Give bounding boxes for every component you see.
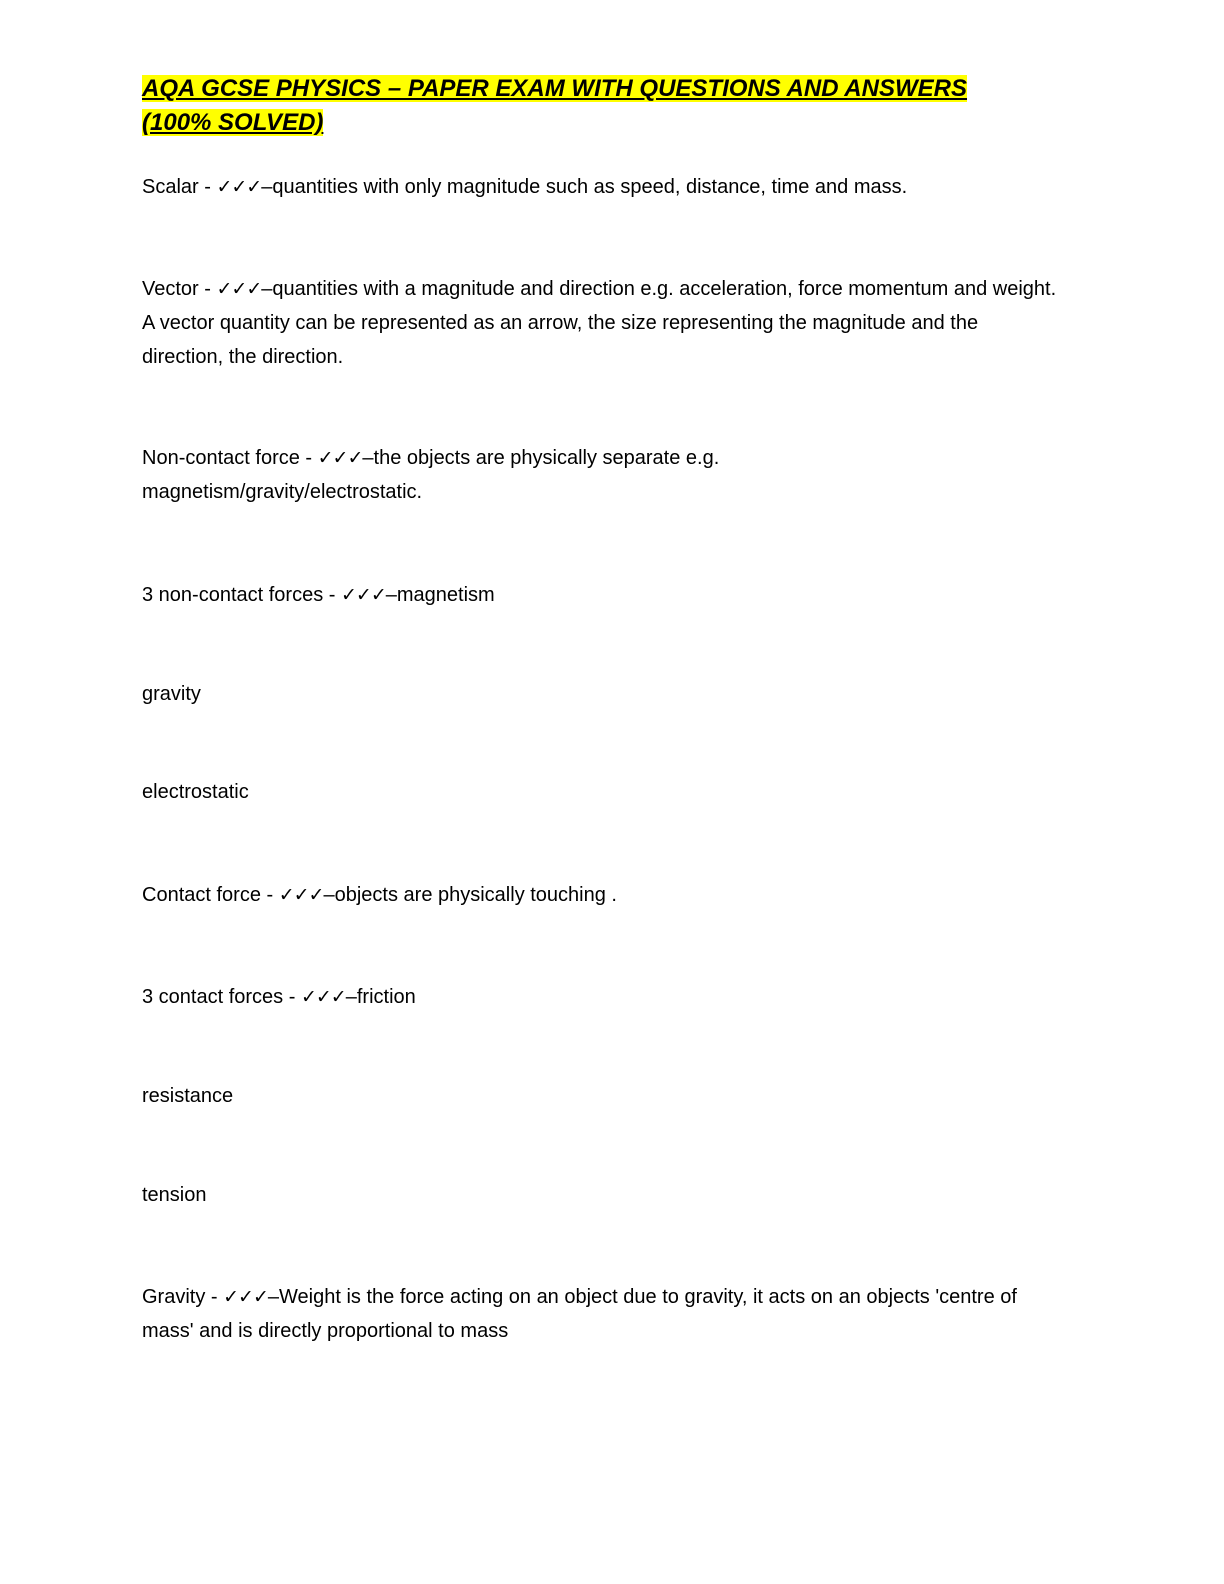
check-marks-icon: ✓✓✓ xyxy=(223,1286,268,1308)
entry-answer: –magnetism xyxy=(385,584,495,606)
entry-term: 3 non-contact forces - xyxy=(142,584,341,606)
check-marks-icon: ✓✓✓ xyxy=(340,584,386,606)
entry-term: Vector - xyxy=(142,278,217,300)
entry-answer: –objects are physically touching . xyxy=(323,884,617,906)
entry-answer: –the objects are physically separate e.g. magnetism/gravity/electrostatic. xyxy=(142,447,720,503)
check-marks-icon: ✓✓✓ xyxy=(300,986,346,1008)
entry-answer: electrostatic xyxy=(142,781,249,803)
entry-vector xyxy=(142,272,1062,374)
entry-answer: –quantities with a magnitude and direction e.g. acceleration, force momentum and weight. A vector quantity can be represented as an arrow, the size representing the magnitude and the direction, the direction. xyxy=(142,278,1057,368)
entry-answer: –Weight is the force acting on an object due to gravity, it acts on an objects 'centre of mass' and is directly proportional to mass xyxy=(142,1286,1017,1342)
entry-answer: tension xyxy=(142,1184,207,1206)
check-marks-icon: ✓✓✓ xyxy=(317,447,363,469)
entry-resistance-item xyxy=(142,1079,1062,1113)
entry-term: Non-contact force - xyxy=(142,447,318,469)
entry-term: Contact force - xyxy=(142,884,279,906)
entry-answer: gravity xyxy=(142,683,201,705)
entry-gravity xyxy=(142,1280,1032,1348)
entry-scalar xyxy=(142,170,1062,204)
entry-tension-item xyxy=(142,1178,1062,1212)
document-title xyxy=(142,72,1042,140)
check-marks-icon: ✓✓✓ xyxy=(216,176,262,198)
entry-answer: –friction xyxy=(345,986,416,1008)
entry-3-non-contact-forces xyxy=(142,578,1062,612)
check-marks-icon: ✓✓✓ xyxy=(216,278,262,300)
entry-answer: –quantities with only magnitude such as speed, distance, time and mass. xyxy=(261,176,908,198)
entry-non-contact-force xyxy=(142,441,802,509)
entry-electrostatic-item xyxy=(142,775,1062,809)
entry-3-contact-forces xyxy=(142,980,1062,1014)
entry-term: 3 contact forces - xyxy=(142,986,301,1008)
entry-gravity-item xyxy=(142,677,1062,711)
entry-term: Scalar - xyxy=(142,176,217,198)
document-title-text: AQA GCSE PHYSICS – PAPER EXAM WITH QUESTIONS AND ANSWERS (100% SOLVED) xyxy=(142,75,967,136)
entry-contact-force xyxy=(142,878,1062,912)
entry-term: Gravity - xyxy=(142,1286,224,1308)
check-marks-icon: ✓✓✓ xyxy=(278,884,324,906)
entry-answer: resistance xyxy=(142,1085,234,1107)
